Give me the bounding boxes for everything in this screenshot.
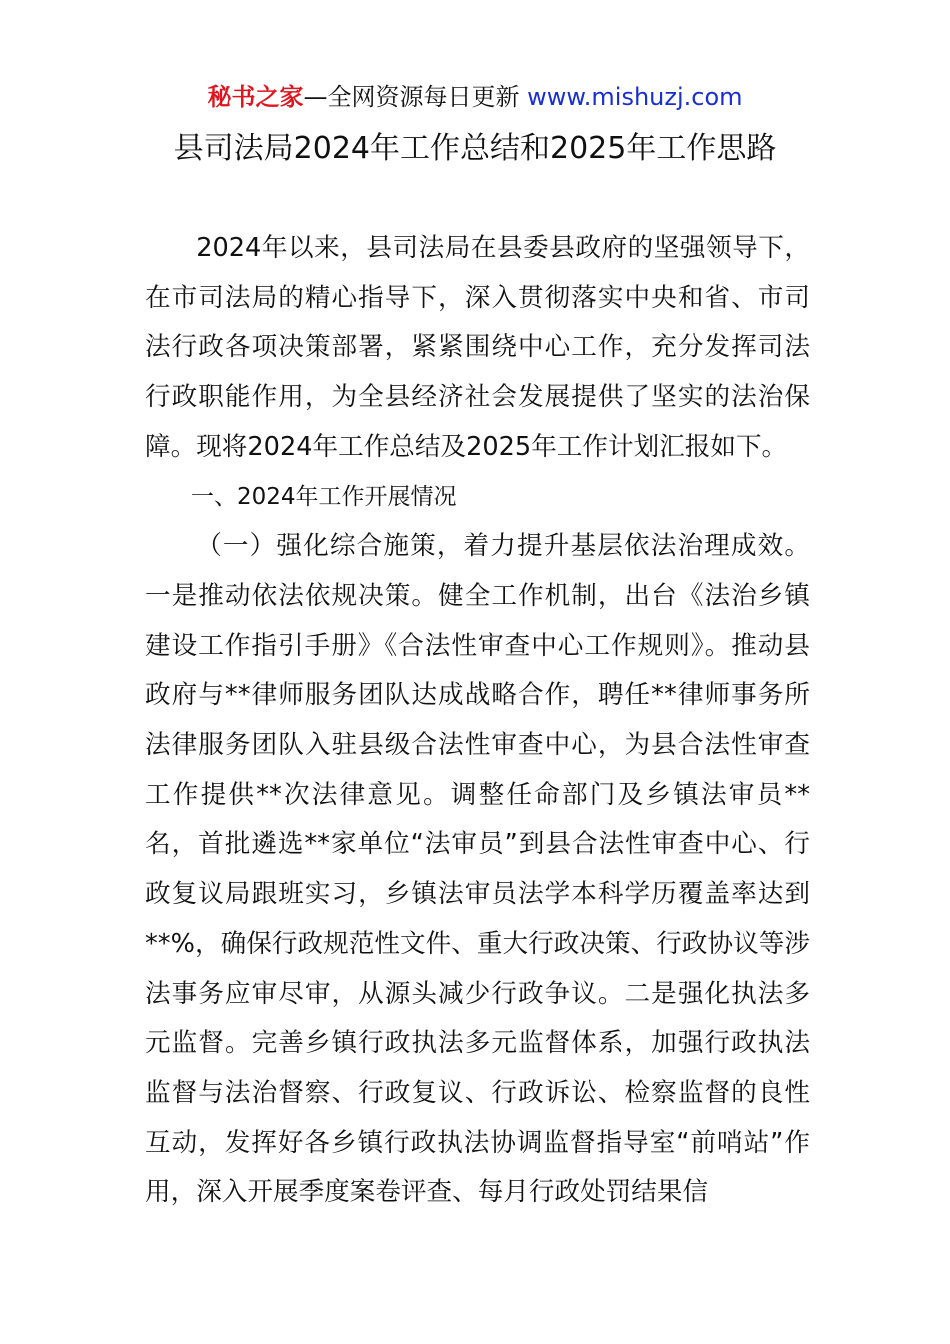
site-url-link[interactable]: www.mishuzj.com	[527, 83, 743, 111]
site-brand: 秘书之家	[207, 83, 304, 111]
section-paragraph: （一）强化综合施策，着力提升基层依法治理成效。一是推动依法依规决策。健全工作机制，出台《法治乡镇建设工作指引手册》《合法性审查中心工作规则》。推动县政府与**律师服务团队达成战略合作，聘任**律师事务所法律服务团队入驻县级合法性审查中心，为县合法性审查工作提供**次法律意见。调整任命部门及乡镇法审员**名，首批遴选**家单位“法审员”到县合法性审查中心、行政复议局跟班实习，乡镇法审员法学本科学历覆盖率达到**%，确保行政规范性文件、重大行政决策、行政协议等涉法事务应审尽审，从源头减少行政争议。二是强化执法多元监督。完善乡镇行政执法多元监督体系，加强行政执法监督与法治督察、行政复议、行政诉讼、检察监督的良性互动，发挥好各乡镇行政执法协调监督指导室“前哨站”作用，深入开展季度案卷评查、每月行政处罚结果信	[145, 531, 810, 1208]
document-body	[145, 224, 810, 1218]
site-tagline: —全网资源每日更新	[303, 83, 520, 111]
intro-paragraph: 2024年以来，县司法局在县委县政府的坚强领导下，在市司法局的精心指导下，深入贯彻落实中央和省、市司法行政各项决策部署，紧紧围绕中心工作，充分发挥司法行政职能作用，为全县经济社会发展提供了坚实的法治保障。现将2024年工作总结及2025年工作计划汇报如下。	[145, 233, 810, 462]
site-header	[0, 80, 950, 114]
document-title: 县司法局2024年工作总结和2025年工作思路	[173, 131, 777, 166]
section-heading: 一、2024年工作开展情况	[191, 483, 457, 510]
